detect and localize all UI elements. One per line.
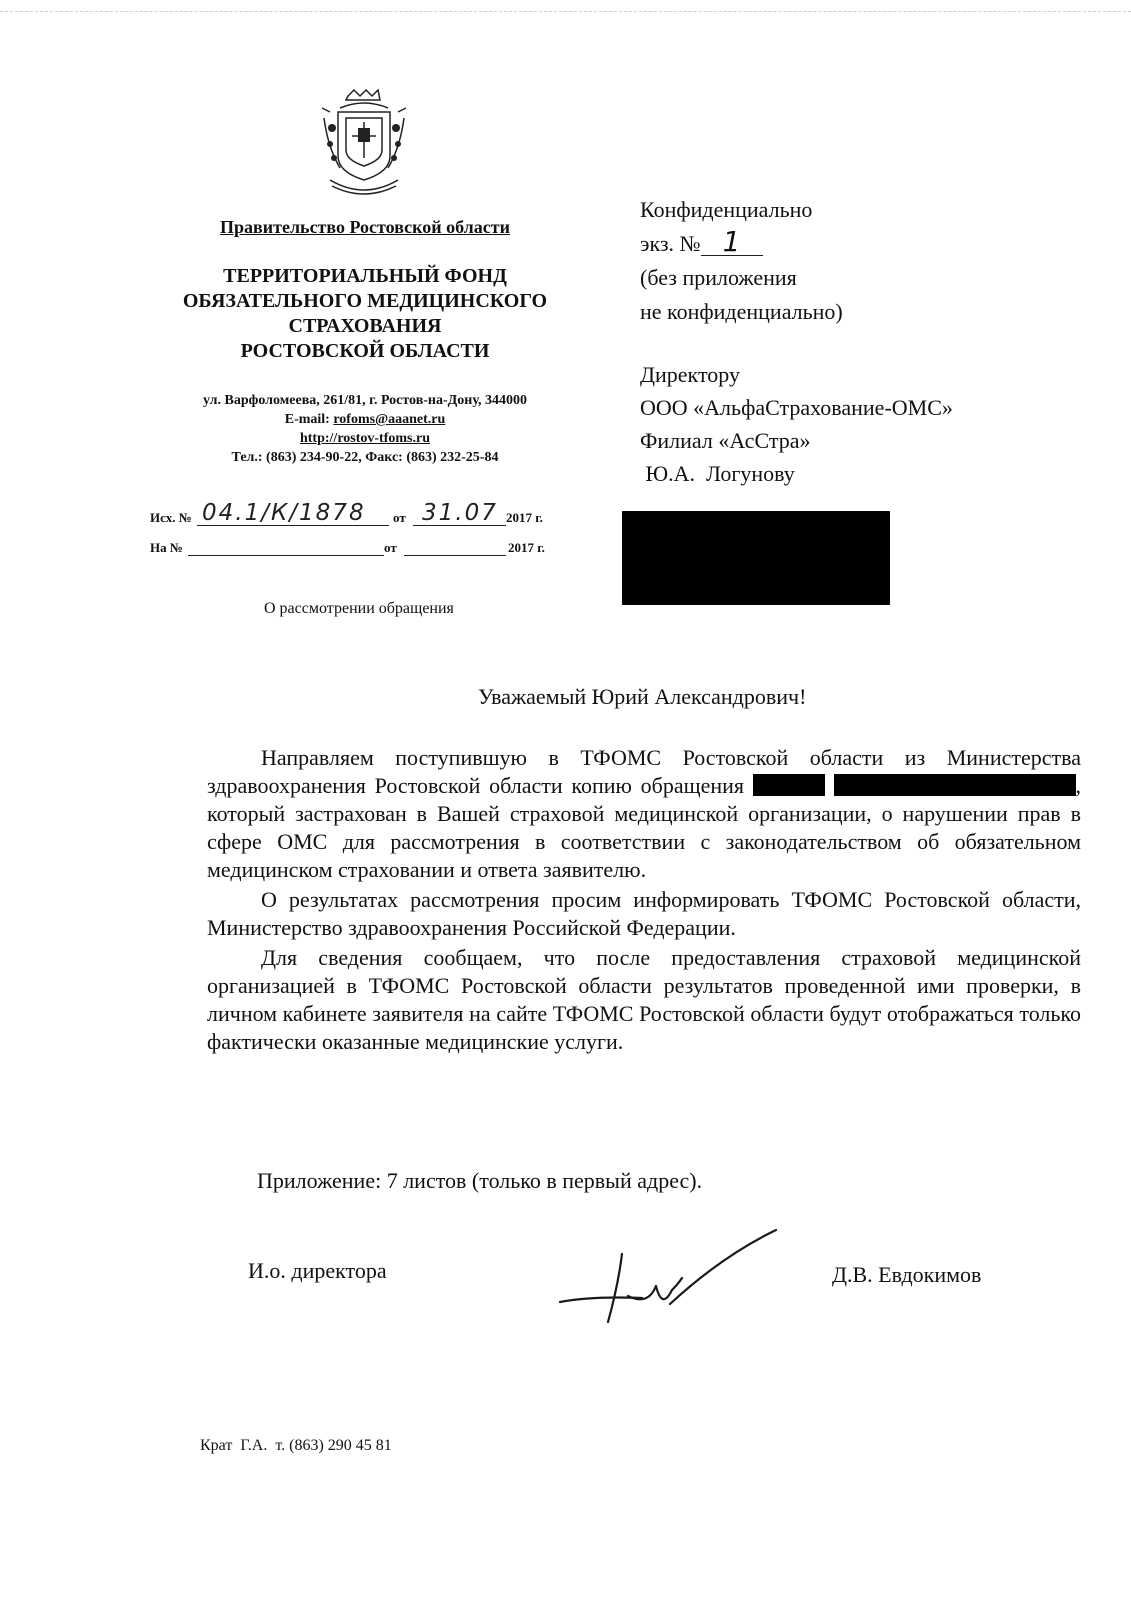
- paragraph-text: , который застрахован в Вашей страховой медицинской организации, о нарушении прав в сфере ОМС для рассмотрения в соответствии с законодательством об обязательном медицинском страховании и ответа заявителю.: [207, 773, 1082, 882]
- paragraph: Для сведения сообщаем, что после предоставления страховой медицинской организацией в ТФОМС Ростовской области результатов проведенной ими проверки, в личном кабинете заявителя на сайте ТФОМС Ростовской области будут отображаться только фактически оказанные медицинские услуги.: [207, 945, 1081, 1054]
- letter-subject: О рассмотрении обращения: [264, 600, 454, 617]
- addressee-line: ООО «АльфаСтрахование-ОМС»: [640, 395, 953, 420]
- redaction-inline: [753, 774, 825, 796]
- addressee-line: Директору: [640, 362, 740, 387]
- org-line: РОСТОВСКОЙ ОБЛАСТИ: [240, 340, 490, 362]
- incoming-ref: [150, 530, 570, 560]
- org-line: ОБЯЗАТЕЛЬНОГО МЕДИЦИНСКОГО: [182, 290, 548, 312]
- addressee-line: Ю.А. Логунову: [640, 461, 795, 486]
- redaction-block: [622, 511, 890, 605]
- email-link[interactable]: rofoms@aaanet.ru: [333, 412, 446, 427]
- paragraph: [207, 744, 1081, 884]
- redaction-inline: [834, 774, 1076, 796]
- paragraph-text: Направляем поступившую в ТФОМС Ростовской области из Министерства здравоохранения Ростовской области копию обращения: [207, 745, 1081, 798]
- paragraph: О результатах рассмотрения просим информировать ТФОМС Ростовской области, Министерство здравоохранения Российской Федерации.: [207, 887, 1081, 940]
- organization-name: [140, 264, 590, 364]
- executor-contact: Крат Г.А. т. (863) 290 45 81: [200, 1437, 392, 1454]
- copy-label: экз. №: [640, 231, 701, 256]
- email-line: [140, 410, 590, 429]
- incoming-label: На №: [150, 540, 183, 555]
- copy-number: 1: [701, 229, 763, 256]
- confidentiality-block: [640, 193, 843, 329]
- greeting: Уважаемый Юрий Александрович!: [478, 684, 807, 709]
- letter-body: [207, 744, 1081, 1058]
- signer-role: И.о. директора: [248, 1258, 387, 1283]
- handwritten-signature-icon: [552, 1226, 784, 1330]
- incoming-from-label: от: [384, 540, 397, 555]
- outgoing-number: 04.1/К/1878: [202, 500, 366, 526]
- postal-address: ул. Варфоломеева, 261/81, г. Ростов-на-Дону, 344000: [203, 393, 527, 408]
- incoming-number-line: [188, 533, 384, 556]
- website-link[interactable]: http://rostov-tfoms.ru: [299, 431, 430, 446]
- outgoing-date: 31.07: [422, 500, 498, 526]
- confidential-note: (без приложения: [640, 265, 797, 290]
- signer-name: Д.В. Евдокимов: [832, 1262, 982, 1287]
- addressee-line: Филиал «АсСтра»: [640, 428, 811, 453]
- outgoing-label: Исх. №: [150, 510, 192, 525]
- confidential-title: Конфиденциально: [640, 197, 813, 222]
- coat-of-arms-icon: [318, 88, 410, 200]
- org-line: ТЕРРИТОРИАЛЬНЫЙ ФОНД: [223, 265, 507, 287]
- confidential-note: не конфиденциально): [640, 299, 843, 324]
- government-name: Правительство Ростовской области: [220, 217, 510, 237]
- outgoing-ref: [150, 500, 570, 530]
- outgoing-from-label: от: [393, 510, 406, 525]
- copy-number-line: [640, 227, 843, 261]
- outgoing-year: 2017 г.: [506, 510, 543, 525]
- scan-edge-line: [0, 11, 1131, 12]
- attachment-note: Приложение: 7 листов (только в первый адрес).: [257, 1168, 703, 1193]
- addressee-block: [640, 358, 953, 490]
- phone-fax: Тел.: (863) 234-90-22, Факс: (863) 232-25-84: [231, 450, 499, 465]
- reference-block: [150, 500, 570, 560]
- incoming-date-line: [404, 533, 506, 556]
- incoming-year: 2017 г.: [508, 540, 545, 555]
- email-label: E-mail:: [284, 412, 330, 427]
- contact-block: [140, 391, 590, 467]
- org-line: СТРАХОВАНИЯ: [288, 315, 442, 337]
